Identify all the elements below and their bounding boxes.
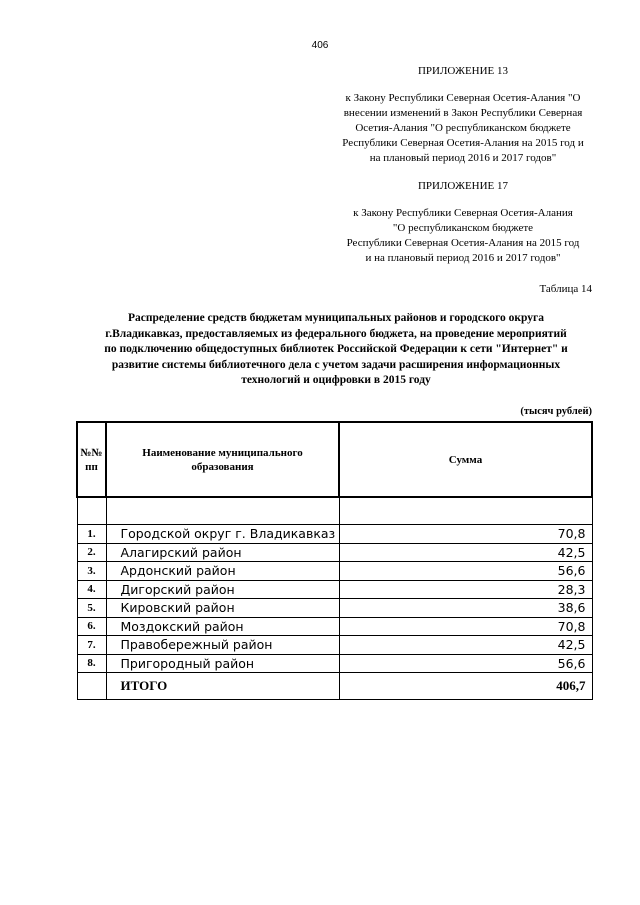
total-label: ИТОГО	[106, 673, 339, 700]
appendix-13-line: Республики Северная Осетия-Алания на 2015 год и	[342, 137, 584, 149]
appendix-17-line: "О республиканском бюджете	[392, 222, 534, 234]
header-sum: Сумма	[339, 422, 592, 497]
table-row	[77, 562, 592, 581]
row-name: Ардонский район	[106, 562, 339, 581]
row-num: 7.	[77, 636, 106, 655]
appendix-17-block	[330, 179, 596, 266]
row-name: Моздокский район	[106, 617, 339, 636]
header-name	[106, 422, 339, 497]
appendix-17-line: Республики Северная Осетия-Алания на 2015 год	[346, 237, 580, 249]
row-num: 3.	[77, 562, 106, 581]
row-name: Пригородный район	[106, 654, 339, 673]
table-row	[77, 525, 592, 544]
total-num	[77, 673, 106, 700]
appendix-13-line: на плановый период 2016 и 2017 годов"	[369, 152, 557, 164]
title-line: технологий и оцифровки в 2015 году	[241, 374, 431, 386]
table-label: Таблица 14	[539, 283, 592, 295]
title-line: развитие системы библиотечного дела с учетом задачи расширения информационных	[111, 358, 561, 371]
row-name: Правобережный район	[106, 636, 339, 655]
table-row	[77, 599, 592, 618]
header-num-line1: №№	[80, 446, 103, 459]
appendix-17-line: к Закону Республики Северная Осетия-Алания	[353, 207, 573, 219]
appendix-13-line: к Закону Республики Северная Осетия-Алания "О	[345, 92, 581, 104]
row-sum: 42,5	[339, 543, 592, 562]
row-sum: 70,8	[339, 525, 592, 544]
row-num: 2.	[77, 543, 106, 562]
row-num: 5.	[77, 599, 106, 618]
spacer-row	[77, 497, 592, 525]
title-line: по подключению общедоступных библиотек Российской Федерации к сети "Интернет" и	[104, 343, 568, 355]
row-sum: 70,8	[339, 617, 592, 636]
header-num-line2: пп	[85, 460, 98, 473]
appendix-13-block	[330, 64, 596, 166]
row-sum: 56,6	[339, 562, 592, 581]
row-name: Алагирский район	[106, 543, 339, 562]
row-sum: 56,6	[339, 654, 592, 673]
row-num: 8.	[77, 654, 106, 673]
row-name: Городской округ г. Владикавказ	[106, 525, 339, 544]
table-row	[77, 654, 592, 673]
title-line: Распределение средств бюджетам муниципальных районов и городского округа	[128, 312, 544, 324]
appendix-17-line: и на плановый период 2016 и 2017 годов"	[365, 252, 561, 264]
appendix-13-title: ПРИЛОЖЕНИЕ 13	[417, 65, 509, 77]
row-name: Кировский район	[106, 599, 339, 618]
table-row	[77, 580, 592, 599]
row-sum: 38,6	[339, 599, 592, 618]
appendix-13-line: Осетия-Алания "О республиканском бюджете	[355, 122, 571, 134]
row-num: 1.	[77, 525, 106, 544]
total-row	[77, 673, 592, 700]
appendix-13-line: внесении изменений в Закон Республики Северная	[343, 107, 583, 119]
row-num: 6.	[77, 617, 106, 636]
appendix-17-title: ПРИЛОЖЕНИЕ 17	[417, 180, 509, 192]
page-number: 406	[311, 40, 329, 51]
total-sum: 406,7	[339, 673, 592, 700]
title-line: г.Владикавказ, предоставляемых из федерального бюджета, на проведение мероприятий	[105, 327, 567, 340]
table-header-row	[77, 422, 592, 497]
header-name-line2: образования	[191, 460, 254, 473]
row-name: Дигорский район	[106, 580, 339, 599]
units-label: (тысяч рублей)	[520, 406, 592, 417]
table-row	[77, 543, 592, 562]
table-row	[77, 636, 592, 655]
row-sum: 28,3	[339, 580, 592, 599]
document-title	[76, 311, 596, 389]
row-sum: 42,5	[339, 636, 592, 655]
table-row	[77, 617, 592, 636]
header-name-line1: Наименование муниципального	[142, 446, 303, 459]
distribution-table	[76, 421, 593, 700]
header-num	[77, 422, 106, 497]
row-num: 4.	[77, 580, 106, 599]
